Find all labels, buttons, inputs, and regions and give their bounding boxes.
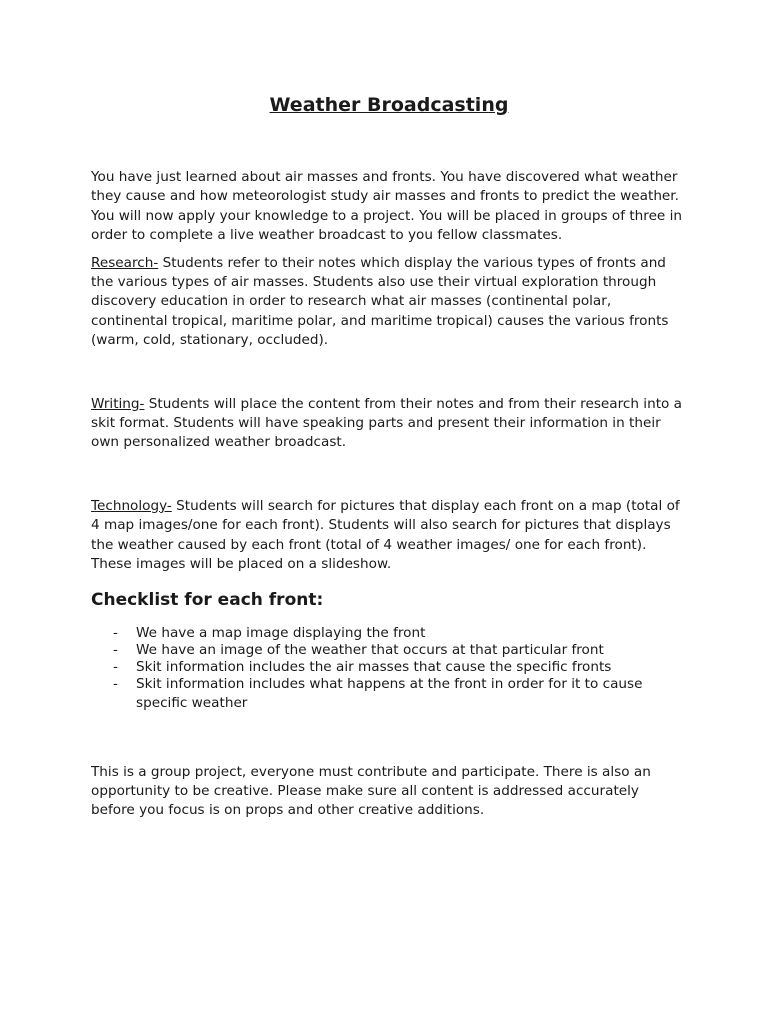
closing-paragraph: This is a group project, everyone must contribute and participate. There is also an opportunity to be creative. Please make sure all content is addressed accurately before you focus is on props and other creative additions.	[91, 763, 651, 819]
bullet-dash: -	[113, 658, 118, 675]
writing-text: Students will place the content from their notes and from their research into a skit format. Students will have speaking parts and present their information in their own personalized weather broadcast.	[91, 395, 682, 451]
writing-paragraph	[91, 395, 687, 453]
document-page	[91, 92, 687, 821]
bullet-dash: -	[113, 675, 118, 692]
writing-label: Writing-	[91, 395, 145, 412]
bullet-dash: -	[113, 624, 118, 641]
checklist-item	[91, 625, 687, 642]
checklist-item-text: Skit information includes what happens at the front in order for it to cause	[136, 675, 643, 692]
checklist-item	[91, 659, 687, 676]
document-title: Weather Broadcasting	[269, 94, 509, 116]
technology-label: Technology-	[91, 497, 172, 514]
checklist-item-continuation: specific weather	[136, 694, 248, 711]
technology-paragraph	[91, 497, 687, 575]
checklist-heading: Checklist for each front:	[91, 589, 324, 610]
research-text: Students refer to their notes which display the various types of fronts and the various types of air masses. Students also use their virtual exploration through discovery education in order to research what air masses (continental polar, continental tropical, maritime polar, and maritime tropical) causes the various fronts (warm, cold, stationary, occluded).	[91, 254, 669, 349]
checklist-item-text: We have a map image displaying the front	[136, 624, 426, 641]
research-paragraph	[91, 254, 687, 351]
bullet-dash: -	[113, 641, 118, 658]
checklist-item-text: We have an image of the weather that occurs at that particular front	[136, 641, 604, 658]
checklist-item	[91, 642, 687, 659]
research-label: Research-	[91, 254, 159, 271]
intro-paragraph: You have just learned about air masses and fronts. You have discovered what weather they cause and how meteorologist study air masses and fronts to predict the weather. You will now apply your knowledge to a project. You will be placed in groups of three in order to complete a live weather broadcast to you fellow classmates.	[91, 169, 683, 244]
checklist-item	[91, 676, 687, 713]
checklist-item-text: Skit information includes the air masses that cause the specific fronts	[136, 658, 612, 675]
technology-text: Students will search for pictures that display each front on a map (total of 4 map images/one for each front). Students will also search for pictures that displays the weather caused by each front (total of 4 weather images/ one for each front). These images will be placed on a slideshow.	[91, 497, 680, 573]
checklist	[91, 625, 687, 713]
